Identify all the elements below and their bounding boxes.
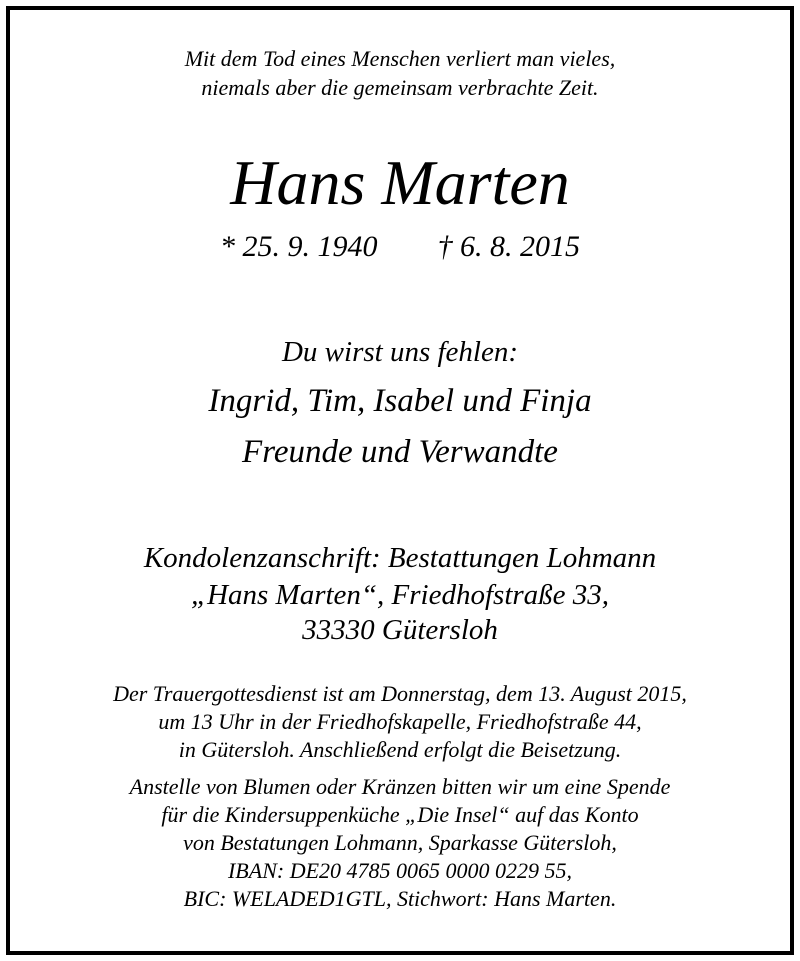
donation-info-line-2: für die Kindersuppenküche „Die Insel“ auf das Konto [161, 802, 639, 827]
service-info-line-2: um 13 Uhr in der Friedhofskapelle, Friedhofstraße 44, [158, 709, 642, 734]
deceased-name: Hans Marten [230, 147, 570, 218]
condolence-address-line-2: „Hans Marten“, Friedhofstraße 33, [190, 579, 610, 611]
death-date: † 6. 8. 2015 [437, 230, 580, 263]
donation-info-line-1: Anstelle von Blumen oder Kränzen bitten wir um eine Spende [129, 774, 671, 799]
service-info-line-1: Der Trauergottesdienst ist am Donnerstag, dem 13. August 2015, [113, 681, 687, 706]
donation-info-line-5: BIC: WELADED1GTL, Stichwort: Hans Marten. [183, 886, 617, 911]
birth-date: * 25. 9. 1940 [220, 230, 378, 263]
mourners-intro: Du wirst uns fehlen: [281, 336, 519, 368]
service-info-line-3: in Gütersloh. Anschließend erfolgt die Beisetzung. [178, 737, 622, 762]
motto-line-2: niemals aber die gemeinsam verbrachte Zeit. [201, 75, 599, 100]
condolence-address-line-1: Kondolenzanschrift: Bestattungen Lohmann [143, 542, 657, 574]
mourners-line-2: Freunde und Verwandte [242, 434, 558, 470]
life-dates [0, 230, 800, 264]
donation-info-line-3: von Bestatungen Lohmann, Sparkasse Gütersloh, [183, 830, 617, 855]
motto-line-1: Mit dem Tod eines Menschen verliert man vieles, [184, 46, 616, 71]
condolence-address-line-3: 33330 Gütersloh [302, 614, 498, 646]
mourners-line-1: Ingrid, Tim, Isabel und Finja [208, 383, 592, 419]
donation-info-line-4: IBAN: DE20 4785 0065 0000 0229 55, [227, 858, 573, 883]
